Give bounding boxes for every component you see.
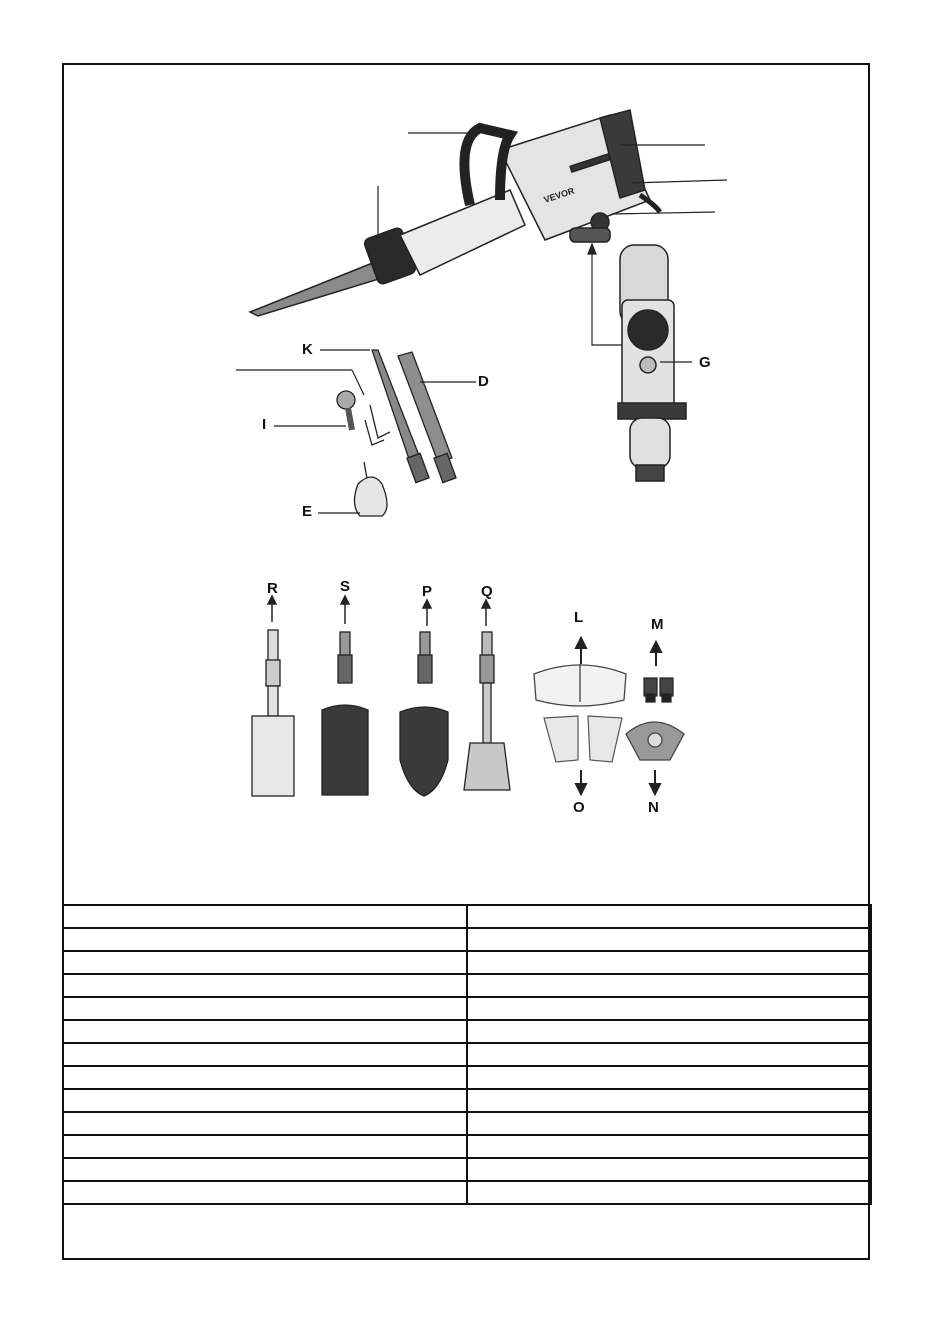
label-l: L xyxy=(574,609,584,626)
parts-table xyxy=(62,904,872,1205)
label-k: K xyxy=(302,341,313,358)
label-n: N xyxy=(648,799,659,816)
allen-key-icon xyxy=(365,405,390,445)
table-cell xyxy=(467,951,871,974)
table-row xyxy=(63,1043,871,1066)
spade-bit-icon xyxy=(252,630,510,796)
label-e: E xyxy=(302,503,313,520)
table-row xyxy=(63,1089,871,1112)
chisel-icon xyxy=(372,350,456,483)
grease-bottle-icon xyxy=(354,462,387,516)
table-cell xyxy=(63,928,467,951)
table-row xyxy=(63,974,871,997)
demolition-hammer-icon xyxy=(250,110,660,316)
carbon-brush-icon xyxy=(644,678,673,702)
table-cell xyxy=(63,1020,467,1043)
hammer-side-view-icon xyxy=(618,245,686,481)
table-row xyxy=(63,1181,871,1204)
label-d: D xyxy=(478,373,489,390)
brand-mark: VEVOR xyxy=(542,185,576,205)
table-cell xyxy=(63,905,467,928)
table-row xyxy=(63,997,871,1020)
table-cell xyxy=(467,1112,871,1135)
label-r: R xyxy=(267,580,278,597)
table-cell xyxy=(63,974,467,997)
table-cell xyxy=(63,1135,467,1158)
table-cell xyxy=(63,1089,467,1112)
table-cell xyxy=(467,997,871,1020)
label-i: I xyxy=(262,416,267,433)
table-cell xyxy=(467,1043,871,1066)
label-g: G xyxy=(699,354,711,371)
table-row xyxy=(63,905,871,928)
table-cell xyxy=(63,1181,467,1204)
table-cell xyxy=(63,1158,467,1181)
dust-mask-icon xyxy=(626,722,684,760)
table-cell xyxy=(467,1158,871,1181)
table-cell xyxy=(63,951,467,974)
table-row xyxy=(63,951,871,974)
gloves-icon xyxy=(544,716,622,762)
table-row xyxy=(63,1135,871,1158)
table-cell xyxy=(63,997,467,1020)
label-o: O xyxy=(573,799,585,816)
label-m: M xyxy=(651,616,664,633)
table-cell xyxy=(467,1089,871,1112)
table-row xyxy=(63,1066,871,1089)
label-q: Q xyxy=(481,583,493,600)
table-cell xyxy=(467,1181,871,1204)
table-cell xyxy=(467,905,871,928)
label-p: P xyxy=(422,583,433,600)
table-row xyxy=(63,1020,871,1043)
table-cell xyxy=(467,928,871,951)
bit-arrows xyxy=(268,596,490,626)
table-row xyxy=(63,928,871,951)
safety-goggles-icon xyxy=(534,664,626,706)
table-cell xyxy=(467,1066,871,1089)
table-row xyxy=(63,1158,871,1181)
label-s: S xyxy=(340,578,351,595)
table-cell xyxy=(63,1112,467,1135)
table-cell xyxy=(63,1066,467,1089)
table-cell xyxy=(467,974,871,997)
wrench-icon xyxy=(337,391,355,430)
table-row xyxy=(63,1112,871,1135)
table-cell xyxy=(467,1135,871,1158)
table-cell xyxy=(63,1043,467,1066)
table-cell xyxy=(467,1020,871,1043)
